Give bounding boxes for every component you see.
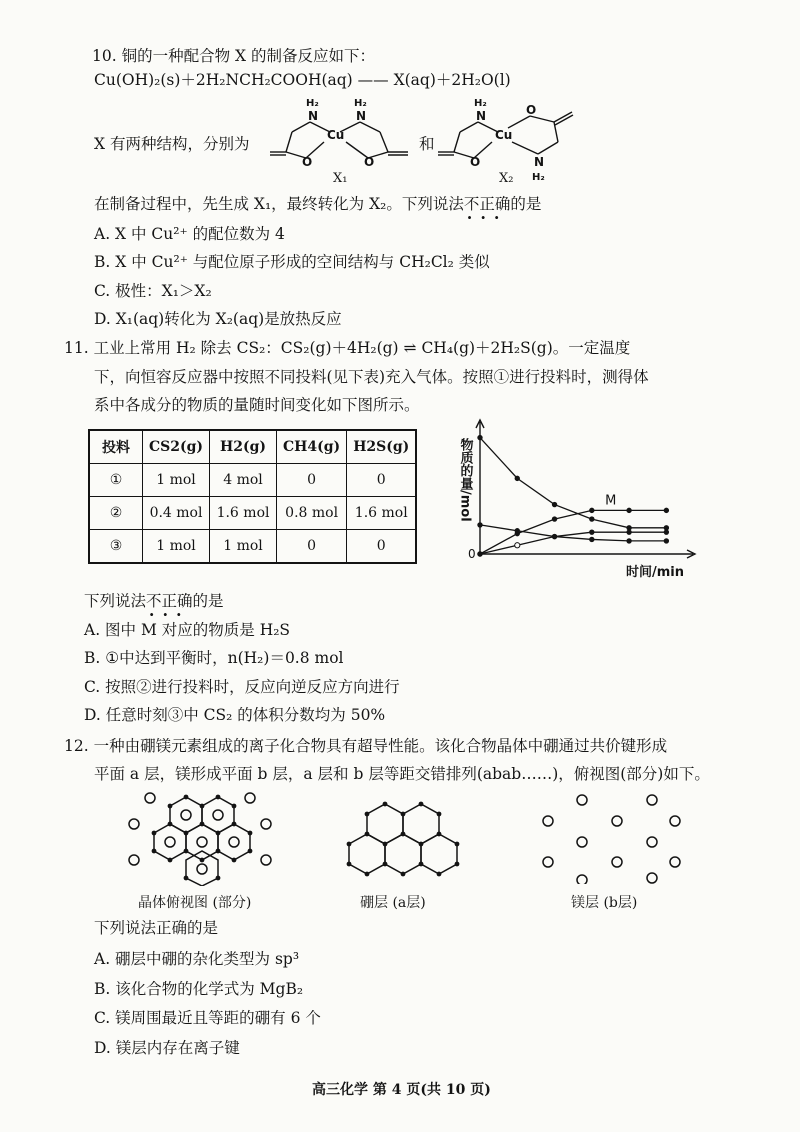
q11-stem-line3: 系中各成分的物质的量随时间变化如下图所示。 [94, 396, 420, 414]
q11-prompt-emphasis: 不正确 ··· [146, 591, 193, 611]
q11-stem-line1: 11. 工业上常用 H₂ 除去 CS₂：CS₂(g)＋4H₂(g) ⇌ CH₄(g)＋2H₂S(g)。一定温度 [64, 339, 631, 357]
table-cell: 0.4 mol [143, 497, 210, 530]
table-header: CS2(g) [143, 430, 210, 464]
x1-cu-label: Cu [327, 128, 345, 142]
q10-prompt [94, 194, 541, 214]
x-axis-label: 时间/min [626, 565, 685, 580]
data-point [664, 508, 668, 512]
x2-n2-label: N [534, 155, 545, 169]
data-point [478, 523, 482, 527]
data-point [590, 508, 594, 512]
data-point [478, 435, 482, 439]
q11-prompt-before: 下列说法 [84, 592, 147, 610]
table-header: 投料 [89, 430, 143, 464]
data-point [664, 526, 668, 530]
x2-h2-2-label: H₂ [532, 172, 545, 183]
boron-layer-diagram [345, 792, 475, 892]
table-header: H2(g) [210, 430, 277, 464]
table-cell: 0 [347, 530, 417, 564]
q12-option-a: A. 硼层中硼的杂化类型为 sp³ [94, 950, 300, 968]
q11-option-c: C. 按照②进行投料时，反应向逆反应方向进行 [84, 678, 400, 696]
table-cell: ① [89, 464, 143, 497]
data-point [590, 517, 594, 521]
q10-option-c: C. 极性：X₁＞X₂ [94, 282, 212, 300]
table-cell: ③ [89, 530, 143, 564]
table-row [89, 464, 416, 497]
data-point [627, 539, 631, 543]
table-cell: 0 [277, 464, 347, 497]
data-point [552, 502, 556, 506]
table-row [89, 530, 416, 564]
q12-option-c: C. 镁周围最近且等距的硼有 6 个 [94, 1009, 321, 1027]
q10-stem: 10. 铜的一种配合物 X 的制备反应如下： [92, 47, 375, 65]
table-cell: 1.6 mol [347, 497, 417, 530]
data-point [552, 517, 556, 521]
table-cell: 1 mol [143, 530, 210, 564]
table-cell: ② [89, 497, 143, 530]
origin-label: 0 [468, 547, 476, 561]
q12-option-b: B. 该化合物的化学式为 MgB₂ [94, 980, 304, 998]
table-header: H2S(g) [347, 430, 417, 464]
x1-caption: X₁ [333, 171, 348, 186]
data-point [515, 529, 519, 533]
y-axis-label: 物质的量/mol [457, 438, 473, 522]
q10-equation: Cu(OH)₂(s)＋2H₂NCH₂COOH(aq) —— X(aq)＋2H₂O(l) [94, 71, 511, 89]
data-point [515, 476, 519, 480]
caption-magnesium-layer: 镁层 (b层) [571, 895, 638, 911]
q12-option-d: D. 镁层内存在离子键 [94, 1039, 240, 1057]
table-header-row [89, 430, 416, 464]
q11-option-a: A. 图中 M 对应的物质是 H₂S [84, 621, 291, 639]
q11-prompt-after: 的是 [192, 592, 224, 610]
x1-o1-label: O [302, 155, 313, 169]
data-point [590, 530, 594, 534]
q10-option-d: D. X₁(aq)转化为 X₂(aq)是放热反应 [94, 310, 342, 328]
table-cell: 0.8 mol [277, 497, 347, 530]
table-cell: 0 [277, 530, 347, 564]
series-line-ch4 [480, 532, 666, 554]
table-row [89, 497, 416, 530]
q10-prompt-emphasis: 不正确 ··· [464, 194, 511, 214]
x1-o2-label: O [364, 155, 375, 169]
x1-n1-label: N [308, 109, 319, 123]
x2-cu-label: Cu [495, 128, 513, 142]
amount-time-chart [440, 418, 710, 586]
q11-prompt [84, 591, 224, 611]
data-point [664, 539, 668, 543]
table-cell: 4 mol [210, 464, 277, 497]
data-point [627, 526, 631, 530]
q10-structures-intro: X 有两种结构，分别为 [94, 135, 250, 153]
x2-caption: X₂ [499, 171, 514, 186]
q12-stem-line1: 12. 一种由硼镁元素组成的离子化合物具有超导性能。该化合物晶体中硼通过共价键形成 [64, 737, 668, 755]
data-point [627, 508, 631, 512]
q11-stem-line2: 下，向恒容反应器中按照不同投料(见下表)充入气体。按照①进行投料时，测得体 [94, 368, 649, 386]
q10-option-a: A. X 中 Cu²⁺ 的配位数为 4 [94, 225, 285, 243]
point-m-label: M [605, 493, 617, 509]
x2-o1-label: O [470, 155, 481, 169]
crystal-top-view-diagram [120, 786, 280, 886]
data-point [590, 537, 594, 541]
data-point [552, 534, 556, 538]
x2-h2-1-label: H₂ [474, 98, 487, 109]
caption-crystal-top-view: 晶体俯视图 (部分) [138, 895, 252, 911]
x1-h2-2-label: H₂ [354, 98, 367, 109]
caption-boron-layer: 硼层 (a层) [360, 895, 426, 911]
x2-o2-label: O [526, 103, 537, 117]
q12-prompt: 下列说法正确的是 [94, 919, 219, 937]
table-cell: 0 [347, 464, 417, 497]
q10-option-b: B. X 中 Cu²⁺ 与配位原子形成的空间结构与 CH₂Cl₂ 类似 [94, 253, 490, 271]
page-footer: 高三化学 第 4 页(共 10 页) [312, 1082, 491, 1098]
q12-stem-line2: 平面 a 层，镁形成平面 b 层，a 层和 b 层等距交错排列(abab……)，俯视图(部分)如下。 [94, 765, 710, 783]
data-point [627, 530, 631, 534]
table-cell: 1 mol [210, 530, 277, 564]
data-point [478, 552, 482, 556]
q11-option-d: D. 任意时刻③中 CS₂ 的体积分数均为 50% [84, 706, 386, 724]
table-cell: 1.6 mol [210, 497, 277, 530]
x2-n1-label: N [476, 109, 487, 123]
table-header: CH4(g) [277, 430, 347, 464]
q10-and: 和 [419, 135, 435, 153]
table-cell: 1 mol [143, 464, 210, 497]
q10-prompt-after: 的是 [510, 195, 542, 213]
data-point [664, 530, 668, 534]
x1-h2-1-label: H₂ [306, 98, 319, 109]
q10-prompt-before: 在制备过程中，先生成 X₁，最终转化为 X₂。下列说法 [94, 195, 464, 213]
x1-n2-label: N [356, 109, 367, 123]
magnesium-layer-diagram [535, 788, 685, 884]
data-point [515, 543, 520, 548]
feed-table [88, 429, 417, 564]
q11-option-b: B. ①中达到平衡时，n(H₂)＝0.8 mol [84, 649, 344, 667]
